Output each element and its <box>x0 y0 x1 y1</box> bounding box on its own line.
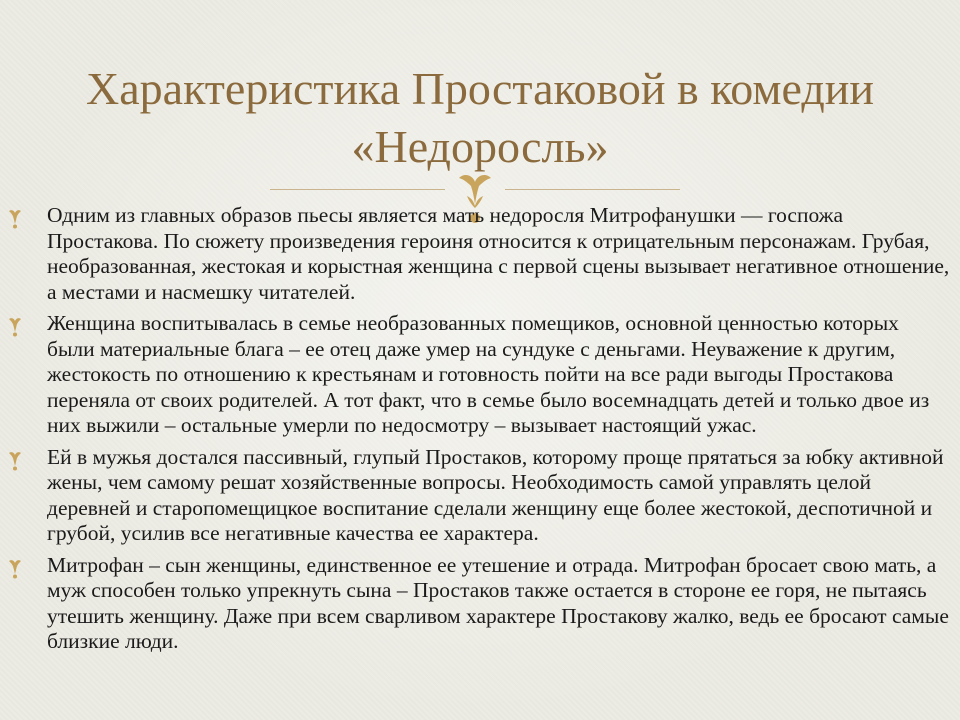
title-divider-left <box>270 189 445 190</box>
fleuron-bullet-icon <box>8 317 22 337</box>
fleuron-bullet-icon <box>8 559 22 579</box>
bullet-text-2: Женщина воспитывалась в семье необразованных помещиков, основной ценностью которых были материальные блага – ее отец даже умер на сундуке с деньгами. Неуважение к другим, жестокость по отношению к крестьянам и готовность пойти на все ради выгоды Простакова переняла от своих родителей. А тот факт, что в семье было восемнадцать детей и только двое из них выжили – остальные умерли по недосмотру – вызывает настоящий ужас. <box>47 311 930 437</box>
bullet-list <box>0 203 950 661</box>
bullet-item-4 <box>0 553 950 655</box>
slide-title: Характеристика Простаковой в комедии «Недоросль» <box>86 63 874 172</box>
bullet-text-4: Митрофан – сын женщины, единственное ее утешение и отрада. Митрофан бросает свою мать, а муж способен только упрекнуть сына – Простаков также остается в стороне ее горя, не пытаясь утешить женщину. Даже при всем сварливом характере Простакову жалко, ведь ее бросают самые близкие люди. <box>47 552 949 653</box>
fleuron-bullet-icon <box>8 209 22 229</box>
fleuron-bullet-icon <box>8 451 22 471</box>
bullet-item-2 <box>0 311 950 439</box>
title-divider-right <box>505 189 680 190</box>
bullet-text-1: Одним из главных образов пьесы является мать недоросля Митрофанушки — госпожа Простакова. По сюжету произведения героиня относится к отрицательным персонажам. Грубая, необразованная, жестокая и корыстная женщина с первой сцены вызывает негативное отношение, а местами и насмешку читателей. <box>47 203 950 304</box>
bullet-text-3: Ей в мужья достался пассивный, глупый Простаков, которому проще прятаться за юбку активной жены, чем самому решат хозяйственные вопросы. Необходимость самой управлять целой деревней и старопомещицкое воспитание сделали женщину еще более жестокой, деспотичной и грубой, усилив все негативные качества ее характера. <box>47 444 944 545</box>
bullet-item-1 <box>0 203 950 305</box>
bullet-item-3 <box>0 445 950 547</box>
